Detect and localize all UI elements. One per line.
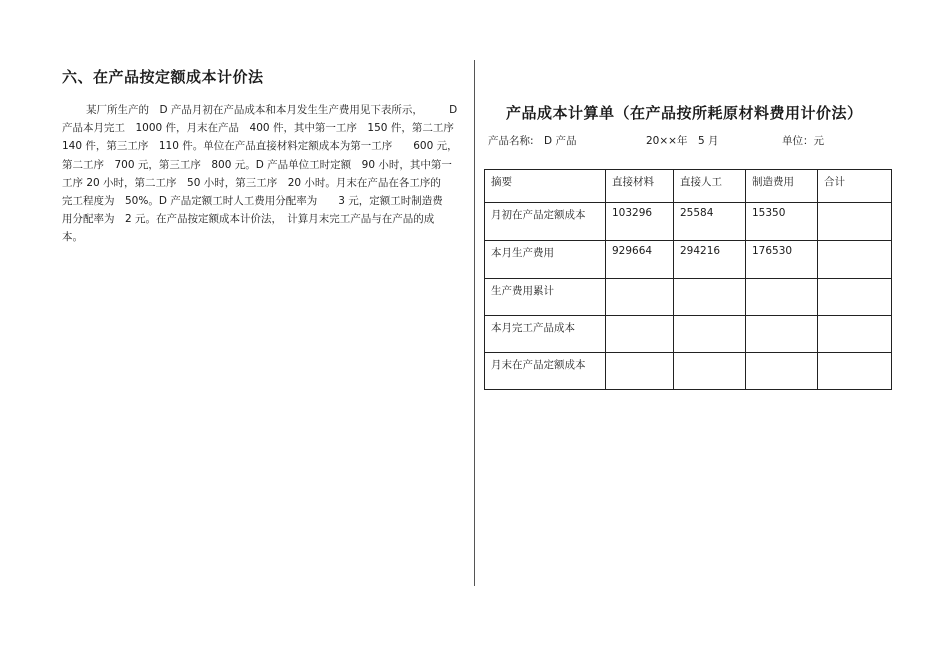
paragraph-line: 某厂所生产的 D 产品月初在产品成本和本月发生生产费用见下表所示， D: [86, 104, 458, 116]
table-cell: 本月完工产品成本: [485, 316, 606, 353]
table-cell: 929664: [606, 241, 674, 279]
paragraph-line: 本。: [62, 231, 83, 244]
table-row: [485, 353, 892, 390]
paragraph-line: 第二工序 700 元，第三工序 800 元。D 产品单位工时定额 90 小时，其中第一: [62, 158, 452, 171]
paragraph-line: 用分配率为 2 元。在产品按定额成本计价法， 计算月末完工产品与在产品的成: [62, 213, 435, 226]
product-name: 产品名称: D 产品: [488, 135, 577, 147]
table-cell: 176530: [746, 241, 818, 279]
table-cell: 103296: [606, 203, 674, 241]
column-header: 合计: [818, 170, 892, 203]
table-cell: [674, 316, 746, 353]
cost-sheet: [484, 102, 892, 390]
cost-sheet-title: 产品成本计算单（在产品按所耗原材料费用计价法）: [506, 104, 863, 122]
table-row: [485, 316, 892, 353]
column-divider: [474, 60, 475, 586]
table-cell: [746, 353, 818, 390]
table-cell: [674, 353, 746, 390]
table-cell: [818, 203, 892, 241]
paragraph-line: 140 件，第三工序 110 件。单位在产品直接材料定额成本为第一工序 600 元，: [62, 140, 458, 153]
paragraph-line: 完工程度为 50%。D 产品定额工时人工费用分配率为 3 元，定额工时制造费: [62, 195, 443, 208]
table-cell: 本月生产费用: [485, 241, 606, 279]
table-cell: [606, 353, 674, 390]
table-header-row: [485, 170, 892, 203]
table-cell: 25584: [674, 203, 746, 241]
table-cell: [818, 279, 892, 316]
paragraph-line: 产品本月完工 1000 件，月末在产品 400 件，其中第一工序 150 件，第二工序: [62, 122, 454, 135]
table-row: [485, 203, 892, 241]
table-cell: [674, 279, 746, 316]
table-cell: [606, 279, 674, 316]
problem-section: [62, 66, 462, 247]
column-header: 直接人工: [674, 170, 746, 203]
table-cell: [606, 316, 674, 353]
table-cell: [746, 316, 818, 353]
problem-paragraph: [62, 101, 462, 247]
table-cell: 294216: [674, 241, 746, 279]
table-cell: [818, 353, 892, 390]
column-header: 摘要: [485, 170, 606, 203]
period: 20××年 5 月: [646, 135, 719, 147]
table-cell: [746, 279, 818, 316]
unit: 单位：元: [782, 135, 824, 147]
table-cell: 月末在产品定额成本: [485, 353, 606, 390]
paragraph-line: 工序 20 小时，第二工序 50 小时，第三工序 20 小时。月末在产品在各工序的: [62, 176, 441, 189]
column-header: 直接材料: [606, 170, 674, 203]
table-cell: 月初在产品定额成本: [485, 203, 606, 241]
table-row: [485, 279, 892, 316]
cost-table: [484, 169, 892, 390]
cost-sheet-meta: [484, 133, 892, 151]
section-heading: 六、在产品按定额成本计价法: [62, 68, 264, 86]
table-cell: 生产费用累计: [485, 279, 606, 316]
table-cell: 15350: [746, 203, 818, 241]
column-header: 制造费用: [746, 170, 818, 203]
table-cell: [818, 316, 892, 353]
table-cell: [818, 241, 892, 279]
table-row: [485, 241, 892, 279]
